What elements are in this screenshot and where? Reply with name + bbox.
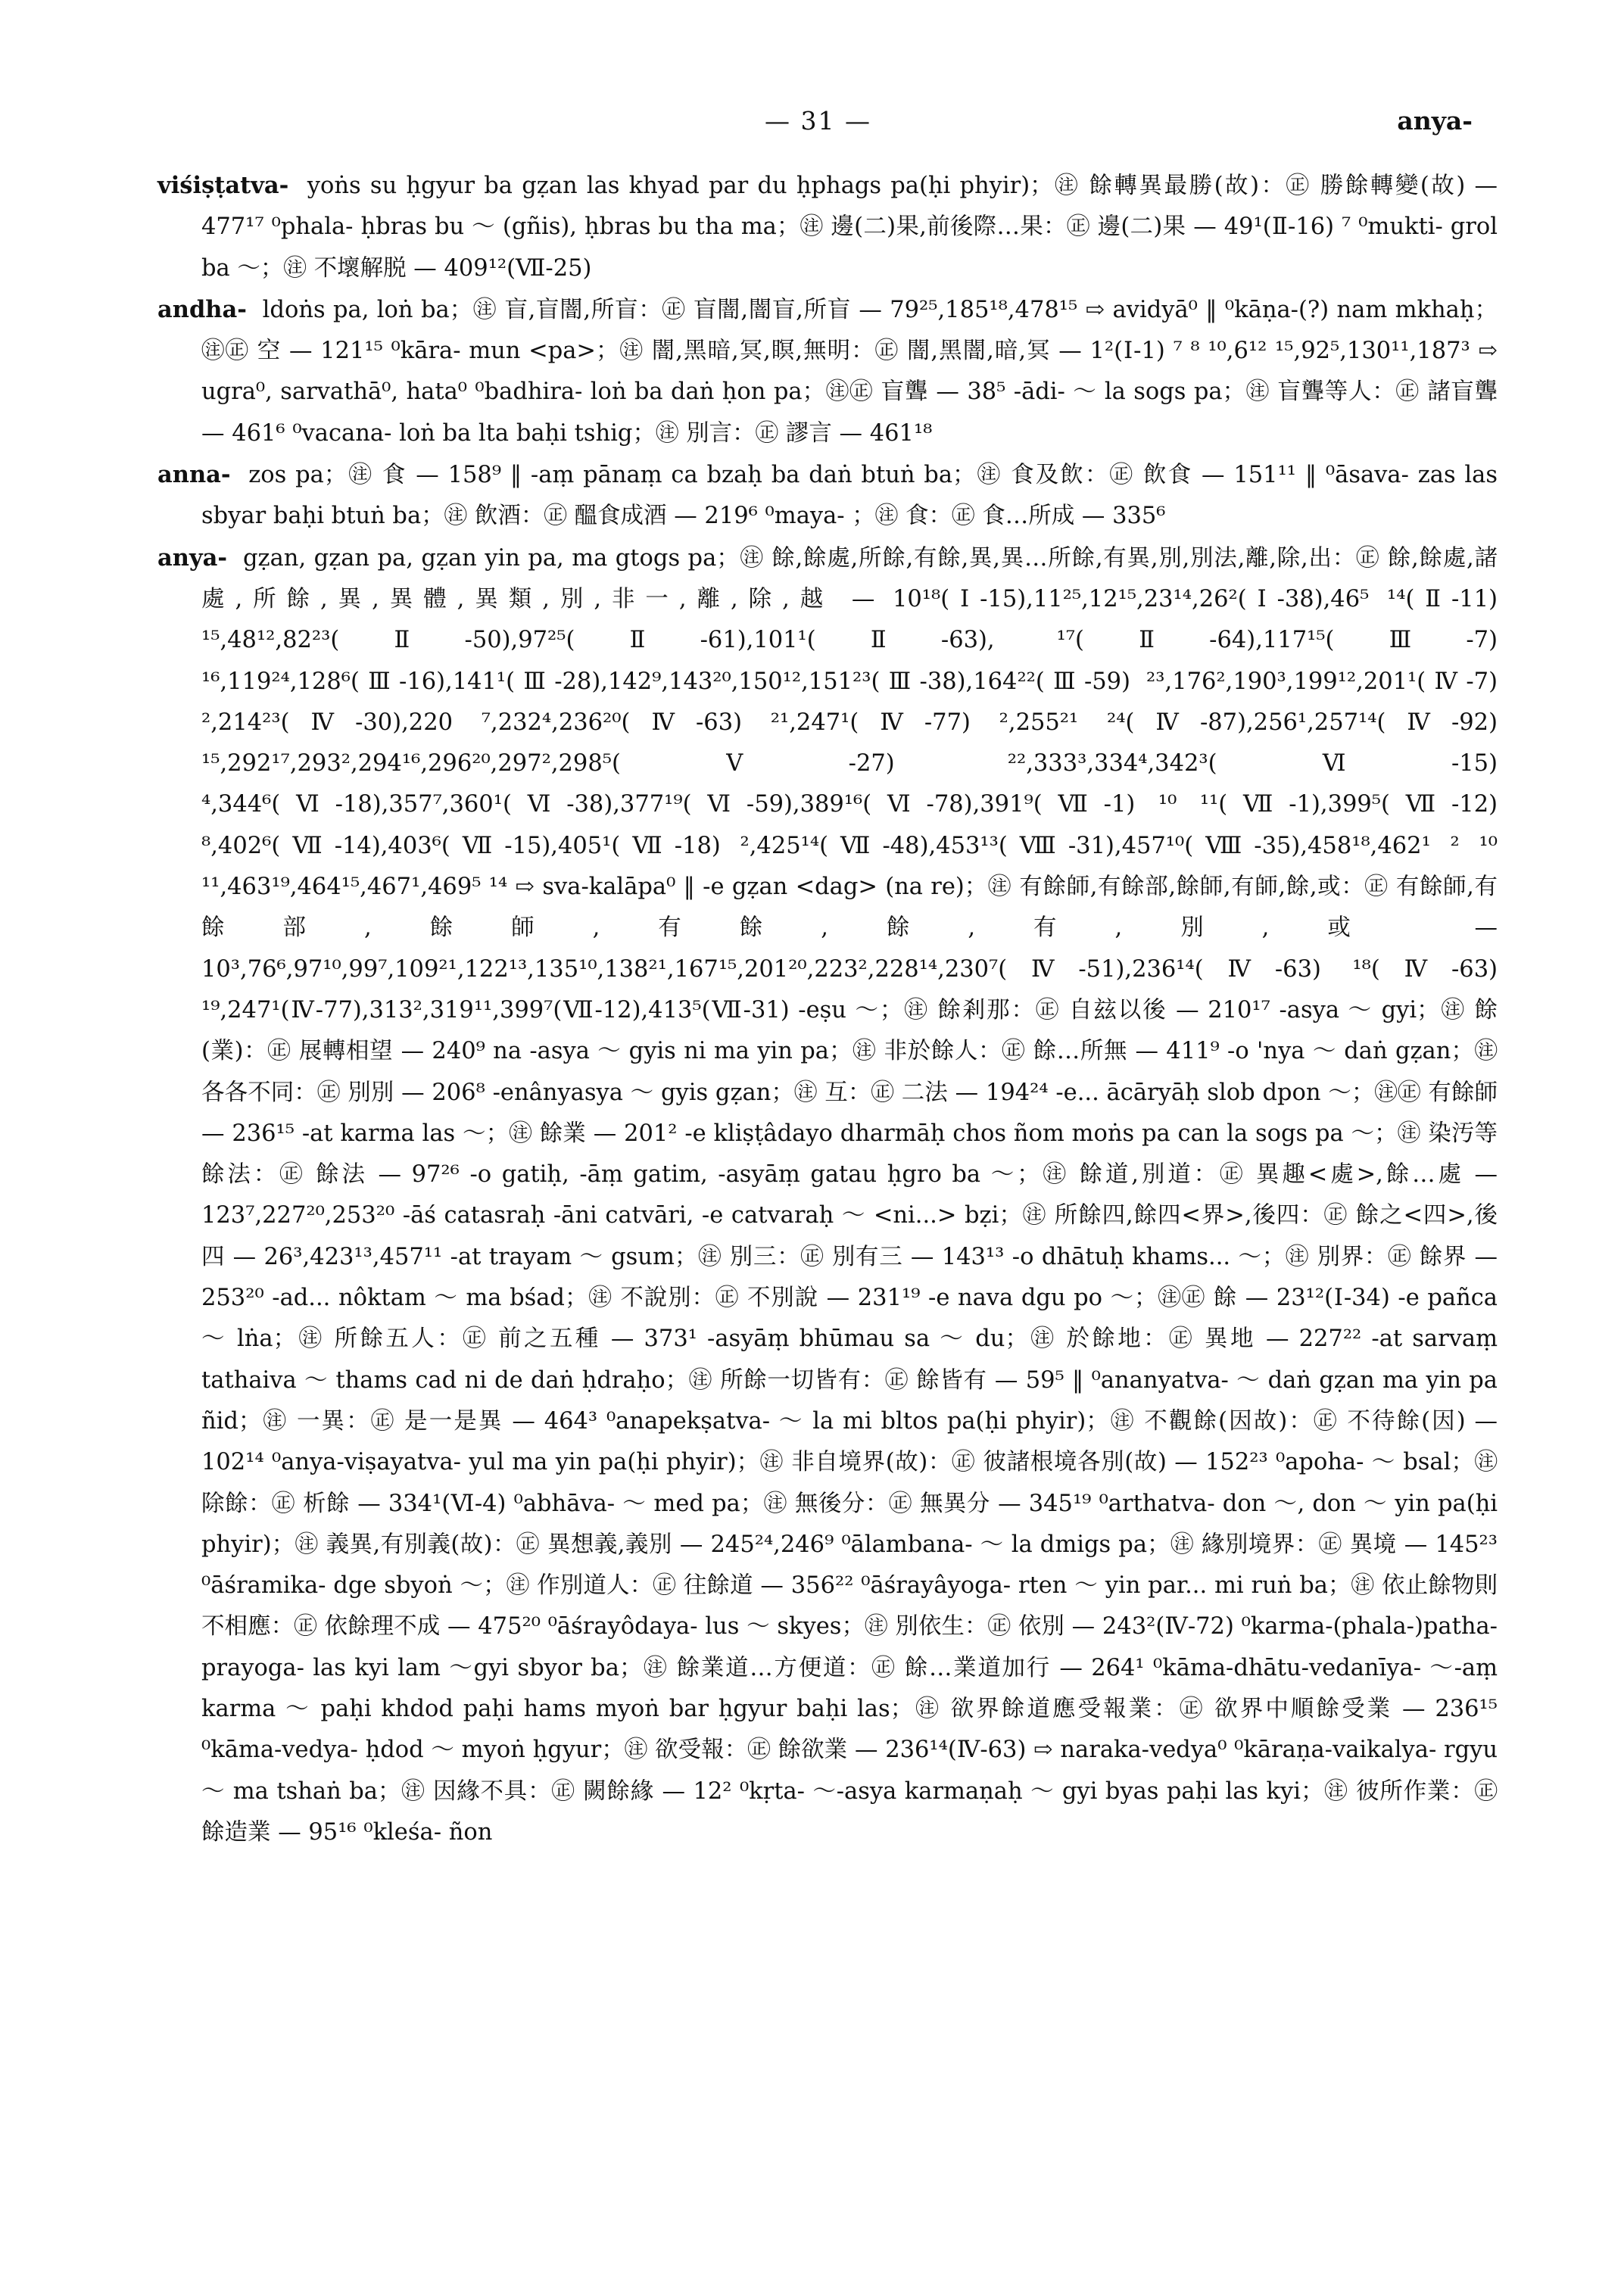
running-head: anya- (1397, 106, 1473, 136)
entry-headword: viśiṣṭatva- (157, 172, 289, 199)
dictionary-entry (157, 289, 1498, 454)
entry-headword: anya- (157, 544, 228, 572)
dictionary-entry (157, 454, 1498, 537)
entry-headword: anna- (157, 461, 231, 489)
entry-body: gẓan, gẓan pa, gẓan yin pa, ma gtogs pa；㊟ 餘,餘處,所餘,有餘,異,異…所餘,有異,別,別法,離,除,出：㊣ 餘,餘處,諸處,所餘,異,異體,異類,別,非一,離,除,越 — 10¹⁸(Ⅰ-15),11²⁵,12¹⁵,23¹⁴,26²(Ⅰ-38),46⁵ ¹⁴(Ⅱ-11) ¹⁵,48¹²,82²³(Ⅱ-50),97²⁵(Ⅱ-61),101¹(Ⅱ-63), ¹⁷(Ⅱ-64),117¹⁵(Ⅲ-7) ¹⁶,119²⁴,128⁶(Ⅲ-16),141¹(Ⅲ-28),142⁹,143²⁰,150¹²,151²³(Ⅲ-38),164²²(Ⅲ-59) ²³,176²,190³,199¹²,201¹(Ⅳ-7) ²,214²³(Ⅳ-30),220 ⁷,232⁴,236²⁰(Ⅳ-63) ²¹,247¹(Ⅳ-77) ²,255²¹ ²⁴(Ⅳ-87),256¹,257¹⁴(Ⅳ-92) ¹⁵,292¹⁷,293²,294¹⁶,296²⁰,297²,298⁵(Ⅴ-27) ²²,333³,334⁴,342³(Ⅵ-15) ⁴,344⁶(Ⅵ-18),357⁷,360¹(Ⅵ-38),377¹⁹(Ⅵ-59),389¹⁶(Ⅵ-78),391⁹(Ⅶ-1) ¹⁰ ¹¹(Ⅶ-1),399⁵(Ⅶ-12) ⁸,402⁶(Ⅶ-14),403⁶(Ⅶ-15),405¹(Ⅶ-18) ²,425¹⁴(Ⅶ-48),453¹³(Ⅷ-31),457¹⁰(Ⅷ-35),458¹⁸,462¹ ² ¹⁰ ¹¹,463¹⁹,464¹⁵,467¹,469⁵ ¹⁴ ⇨ sva-kalāpa⁰ ‖ -e gẓan <dag> (na re)；㊟ 有餘師,有餘部,餘師,有師,餘,或：㊣ 有餘師,有餘部,餘師,有餘,餘,有,別,或 — 10³,76⁶,97¹⁰,99⁷,109²¹,122¹³,135¹⁰,138²¹,167¹⁵,201²⁰,223²,228¹⁴,230⁷(Ⅳ-51),236¹⁴(Ⅳ-63) ¹⁸(Ⅳ-63) ¹⁹,247¹(Ⅳ-77),313²,319¹¹,399⁷(Ⅶ-12),413⁵(Ⅶ-31) -eṣu ～；㊟ 餘剎那：㊣ 自玆以後 — 210¹⁷ -asya ～ gyi；㊟ 餘(業)：㊣ 展轉相望 — 240⁹ na -asya ～ gyis ni ma yin pa；㊟ 非於餘人：㊣ 餘…所無 — 411⁹ -o 'nya ～ daṅ gẓan；㊟ 各各不同：㊣ 別別 — 206⁸ -enânyasya ～ gyis gẓan；㊟ 互：㊣ 二法 — 194²⁴ -e... ācāryāḥ slob dpon ～；㊟㊣ 有餘師 — 236¹⁵ -at karma las ～；㊟ 餘業 — 201² -e kliṣṭâdayo dharmāḥ chos ñom moṅs pa can la sogs pa ～；㊟ 染汚等餘法：㊣ 餘法 — 97²⁶ -o gatiḥ, -āṃ gatim, -asyāṃ gatau ḥgro ba ～；㊟ 餘道,別道：㊣ 異趣<處>,餘…處 — 123⁷,227²⁰,253²⁰ -āś catasraḥ -āni catvāri, -e catvaraḥ ～ <ni...> bẓi；㊟ 所餘四,餘四<界>,後四：㊣ 餘之<四>,後四 — 26³,423¹³,457¹¹ -at trayam ～ gsum；㊟ 別三：㊣ 別有三 — 143¹³ -o dhātuḥ khams... ～；㊟ 別界：㊣ 餘界 — 253²⁰ -ad... nôktam ～ ma bśad；㊟ 不說別：㊣ 不別說 — 231¹⁹ -e nava dgu po ～；㊟㊣ 餘 — 23¹²(Ⅰ-34) -e pañca ～ lṅa；㊟ 所餘五人：㊣ 前之五種 — 373¹ -asyāṃ bhūmau sa ～ du；㊟ 於餘地：㊣ 異地 — 227²² -at sarvaṃ tathaiva ～ thams cad ni de daṅ ḥdraḥo；㊟ 所餘一切皆有：㊣ 餘皆有 — 59⁵ ‖ ⁰ananyatva- ～ daṅ gẓan ma yin pa ñid；㊟ 一異：㊣ 是一是異 — 464³ ⁰anapekṣatva- ～ la mi bltos pa(ḥi phyir)；㊟ 不觀餘(因故)：㊣ 不待餘(因) — 102¹⁴ ⁰anya-viṣayatva- yul ma yin pa(ḥi phyir)；㊟ 非自境界(故)：㊣ 彼諸根境各別(故) — 152²³ ⁰apoha- ～ bsal；㊟ 除餘：㊣ 析餘 — 334¹(Ⅵ-4) ⁰abhāva- ～ med pa；㊟ 無後分：㊣ 無異分 — 345¹⁹ ⁰arthatva- don ～, don ～ yin pa(ḥi phyir)；㊟ 義異,有別義(故)：㊣ 異想義,義別 — 245²⁴,246⁹ ⁰ālambana- ～ la dmigs pa；㊟ 緣別境界：㊣ 異境 — 145²³ ⁰āśramika- dge sbyoṅ ～；㊟ 作別道人：㊣ 往餘道 — 356²² ⁰āśrayâyoga- rten ～ yin par... mi ruṅ ba；㊟ 依止餘物則不相應：㊣ 依餘理不成 — 475²⁰ ⁰āśrayôdaya- lus ～ skyes；㊟ 別依生：㊣ 依別 — 243²(Ⅳ-72) ⁰karma-(phala-)patha-prayoga- las kyi lam ～gyi sbyor ba；㊟ 餘業道…方便道：㊣ 餘…業道加行 — 264¹ ⁰kāma-dhātu-vedanīya- ～-aṃ karma ～ paḥi khdod paḥi hams myoṅ bar ḥgyur baḥi las；㊟ 欲界餘道應受報業：㊣ 欲界中順餘受業 — 236¹⁵ ⁰kāma-vedya- ḥdod ～ myoṅ ḥgyur；㊟ 欲受報：㊣ 餘欲業 — 236¹⁴(Ⅳ-63) ⇨ naraka-vedya⁰ ⁰kāraṇa-vaikalya- rgyu ～ ma tshaṅ ba；㊟ 因緣不具：㊣ 闕餘緣 — 12² ⁰kṛta- ～-asya karmaṇaḥ ～ gyi byas paḥi las kyi；㊟ 彼所作業：㊣ 餘造業 — 95¹⁶ ⁰kleśa- ñon (201, 544, 1498, 1846)
page-number: — 31 — (765, 106, 871, 136)
entry-body: zos pa；㊟ 食 — 158⁹ ‖ -aṃ pānaṃ ca bzaḥ ba daṅ btuṅ ba；㊟ 食及飲：㊣ 飲食 — 151¹¹ ‖ ⁰āsava- zas las sbyar baḥi btuṅ ba；㊟ 飲酒：㊣ 醞食成酒 — 219⁶ ⁰maya- ；㊟ 食：㊣ 食…所成 — 335⁶ (201, 462, 1498, 530)
dictionary-entry (157, 165, 1498, 289)
entry-body: yoṅs su ḥgyur ba gẓan las khyad par du ḥphags pa(ḥi phyir)；㊟ 餘轉異最勝(故)：㊣ 勝餘轉變(故) — 477¹⁷ ⁰phala- ḥbras bu ～ (gñis), ḥbras bu tha ma；㊟ 邊(二)果,前後際…果：㊣ 邊(二)果 — 49¹(Ⅱ-16) ⁷ ⁰mukti- grol ba ～；㊟ 不壞解脱 — 409¹²(Ⅶ-25) (201, 173, 1498, 282)
page-header (0, 106, 1624, 151)
entry-headword: andha- (157, 295, 247, 323)
entry-body: ldoṅs pa, loṅ ba；㊟ 盲,盲闇,所盲：㊣ 盲闇,闇盲,所盲 — 79²⁵,185¹⁸,478¹⁵ ⇨ avidyā⁰ ‖ ⁰kāṇa-(?) nam mkhaḥ；㊟㊣ 空 — 121¹⁵ ⁰kāra- mun <pa>；㊟ 闇,黑暗,冥,瞑,無明：㊣ 闇,黑闇,暗,冥 — 1²(Ⅰ-1) ⁷ ⁸ ¹⁰,6¹² ¹⁵,92⁵,130¹¹,187³ ⇨ ugra⁰, sarvathā⁰, hata⁰ ⁰badhira- loṅ ba daṅ ḥon pa；㊟㊣ 盲聾 — 38⁵ -ādi- ～ la sogs pa；㊟ 盲聾等人：㊣ 諸盲聾 — 461⁶ ⁰vacana- loṅ ba lta baḥi tshig；㊟ 別言：㊣ 謬言 — 461¹⁸ (201, 296, 1498, 447)
dictionary-entries (157, 165, 1498, 1853)
dictionary-entry (157, 537, 1498, 1854)
